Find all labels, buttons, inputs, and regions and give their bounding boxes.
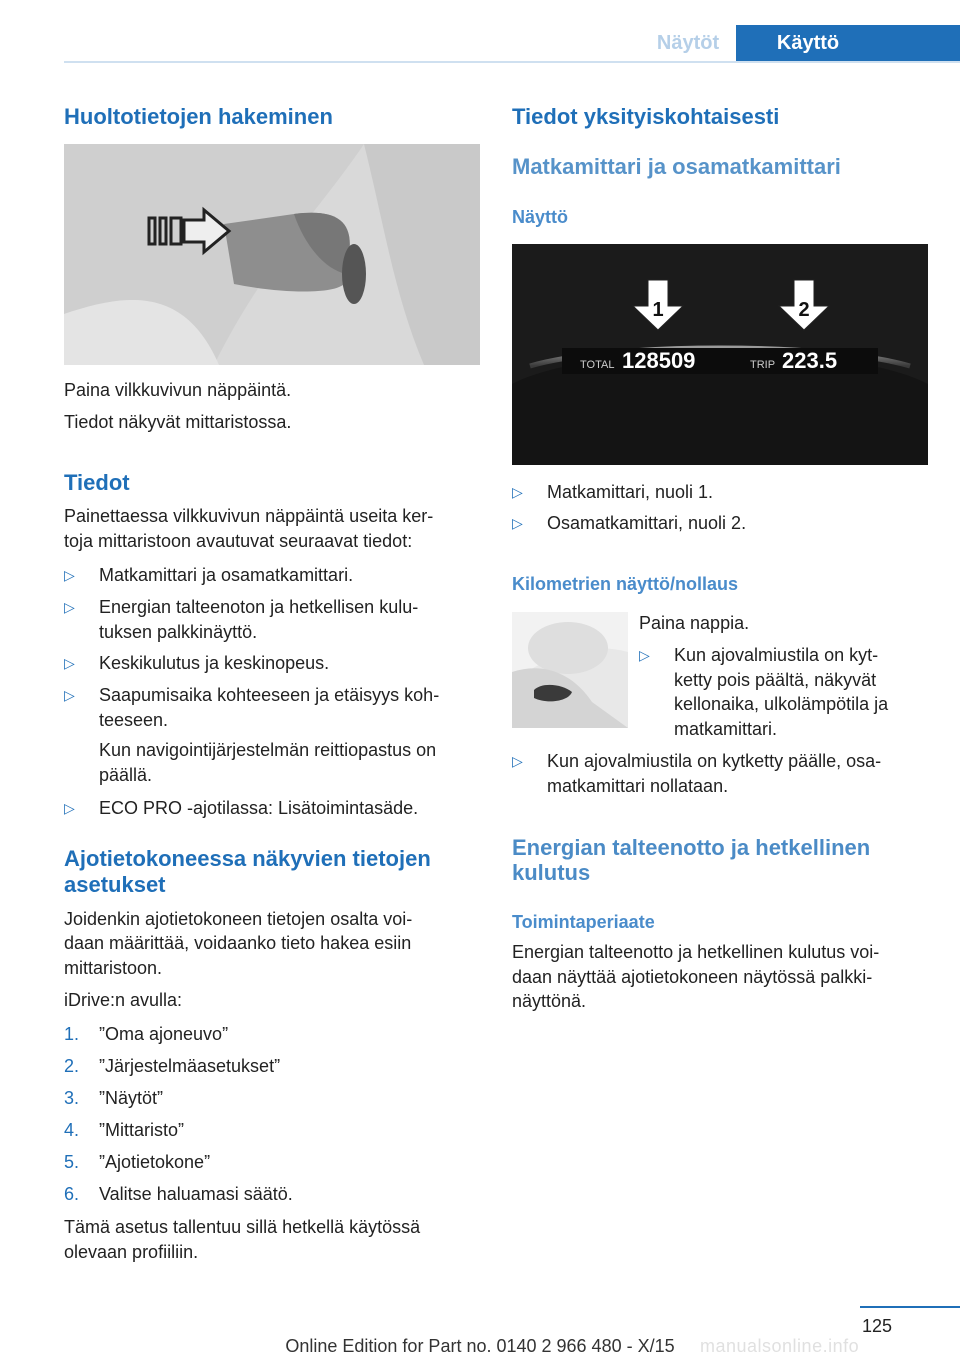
list-item: ▷ Matkamittari ja osamatkamittari. xyxy=(64,563,480,588)
total-label: TOTAL xyxy=(580,359,615,371)
bullet-triangle-icon: ▷ xyxy=(512,753,523,769)
list-item: ▷ Kun ajovalmiustila on kyt‐ ketty pois päältä, näkyvät kellonaika, ulkolämpötila ja matkamittari. xyxy=(639,645,889,739)
tab-kaytto[interactable]: Käyttö xyxy=(736,25,960,61)
settings-text-line2: daan määrittää, voidaanko tieto hakea esiin xyxy=(64,933,412,953)
page-number: 125 xyxy=(862,1316,893,1336)
watermark: manualsonline.info xyxy=(700,1336,860,1356)
list-item: ▷ Keskikulutus ja keskinopeus. xyxy=(64,651,480,676)
trip-label: TRIP xyxy=(750,359,776,371)
section-title-settings-line1: Ajotietokoneessa näkyvien tietojen xyxy=(64,846,431,871)
instruction-press: Paina vilkkuvivun näppäintä. xyxy=(64,380,292,400)
arrow-2-label: 2 xyxy=(798,299,810,321)
tiedot-intro-line1: Painettaessa vilkkuvivun näppäintä useita ker‐ xyxy=(64,506,434,526)
subsection-title-odometer: Matkamittari ja osamatkamittari xyxy=(512,154,841,179)
idrive-label: iDrive:n avulla: xyxy=(64,990,183,1010)
bullet-triangle-icon: ▷ xyxy=(64,567,75,583)
bullet-triangle-icon: ▷ xyxy=(639,647,650,663)
section-title-energy-line1: Energian talteenotto ja hetkellinen xyxy=(512,835,871,860)
list-item: ▷ Saapumisaika kohteeseen ja etäisyys koh‐ teeseen. xyxy=(64,685,440,730)
bullet-triangle-icon: ▷ xyxy=(64,687,75,703)
energy-text-line3: näyttönä. xyxy=(512,991,587,1011)
subsection-title-display: Näyttö xyxy=(512,207,569,227)
trip-value: 223.5 xyxy=(782,348,838,373)
step-item: 1. ”Oma ajoneuvo” xyxy=(64,1024,229,1044)
section-title-tiedot: Tiedot xyxy=(64,470,130,495)
closing-line2: olevaan profiiliin. xyxy=(64,1242,199,1262)
section-title-details: Tiedot yksityiskohtaisesti xyxy=(512,104,780,129)
step-item: 6. Valitse haluamasi säätö. xyxy=(64,1184,293,1204)
settings-text-line3: mittaristoon. xyxy=(64,958,163,978)
odometer-display-image xyxy=(512,244,928,465)
energy-text-line1: Energian talteenotto ja hetkellinen kulutus voi‐ xyxy=(512,942,880,962)
arrow-1-label: 1 xyxy=(652,299,664,321)
list-item: ▷ ECO PRO -ajotilassa: Lisätoimintasäde. xyxy=(64,796,480,821)
list-item: ▷ Kun ajovalmiustila on kytketty päälle, osa‐ matkamittari nollataan. xyxy=(512,751,882,796)
step-item: 2. ”Järjestelmäasetukset” xyxy=(64,1056,281,1076)
edition-footer: Online Edition for Part no. 0140 2 966 480 - X/15 xyxy=(285,1336,675,1356)
step-item: 3. ”Näytöt” xyxy=(64,1088,164,1108)
tab-naytot[interactable]: Näytöt xyxy=(656,32,720,54)
total-value: 128509 xyxy=(622,348,696,373)
step-item: 4. ”Mittaristo” xyxy=(64,1120,184,1140)
step-item: 5. ”Ajotietokone” xyxy=(64,1152,211,1172)
reset-button-illustration xyxy=(512,612,628,728)
energy-text-line2: daan näyttää ajotietokoneen näytössä palkki‐ xyxy=(512,967,873,987)
list-item: ▷ Osamatkamittari, nuoli 2. xyxy=(512,511,928,536)
tiedot-intro-line2: toja mittaristoon avautuvat seuraavat tiedot: xyxy=(64,531,413,551)
header-rule xyxy=(64,61,960,63)
section-title-settings-line2: asetukset xyxy=(64,872,166,897)
settings-text-line1: Joidenkin ajotietokoneen tietojen osalta voi‐ xyxy=(64,909,413,929)
subsection-title-reset: Kilometrien näyttö/nollaus xyxy=(512,574,739,594)
footer-rule xyxy=(860,1306,960,1308)
bullet-triangle-icon: ▷ xyxy=(512,515,523,531)
stalk-button-illustration xyxy=(64,144,480,365)
list-item: ▷ Matkamittari, nuoli 1. xyxy=(512,480,928,505)
bullet-triangle-icon: ▷ xyxy=(512,484,523,500)
closing-line1: Tämä asetus tallentuu sillä hetkellä käytössä xyxy=(64,1217,421,1237)
reset-instruction: Paina nappia. xyxy=(639,613,750,633)
bullet-triangle-icon: ▷ xyxy=(64,599,75,615)
section-title-huoltotiedot: Huoltotietojen hakeminen xyxy=(64,104,333,129)
instruction-shown: Tiedot näkyvät mittaristossa. xyxy=(64,412,292,432)
list-item-note: Kun navigointijärjestelmän reittiopastus on päällä. xyxy=(99,740,437,785)
section-title-energy-line2: kulutus xyxy=(512,860,591,885)
bullet-triangle-icon: ▷ xyxy=(64,655,75,671)
list-item: ▷ Energian talteenoton ja hetkellisen kulu‐ tuksen palkkinäyttö. xyxy=(64,597,419,642)
bullet-triangle-icon: ▷ xyxy=(64,800,75,816)
subsection-title-principle: Toimintaperiaate xyxy=(512,912,655,932)
